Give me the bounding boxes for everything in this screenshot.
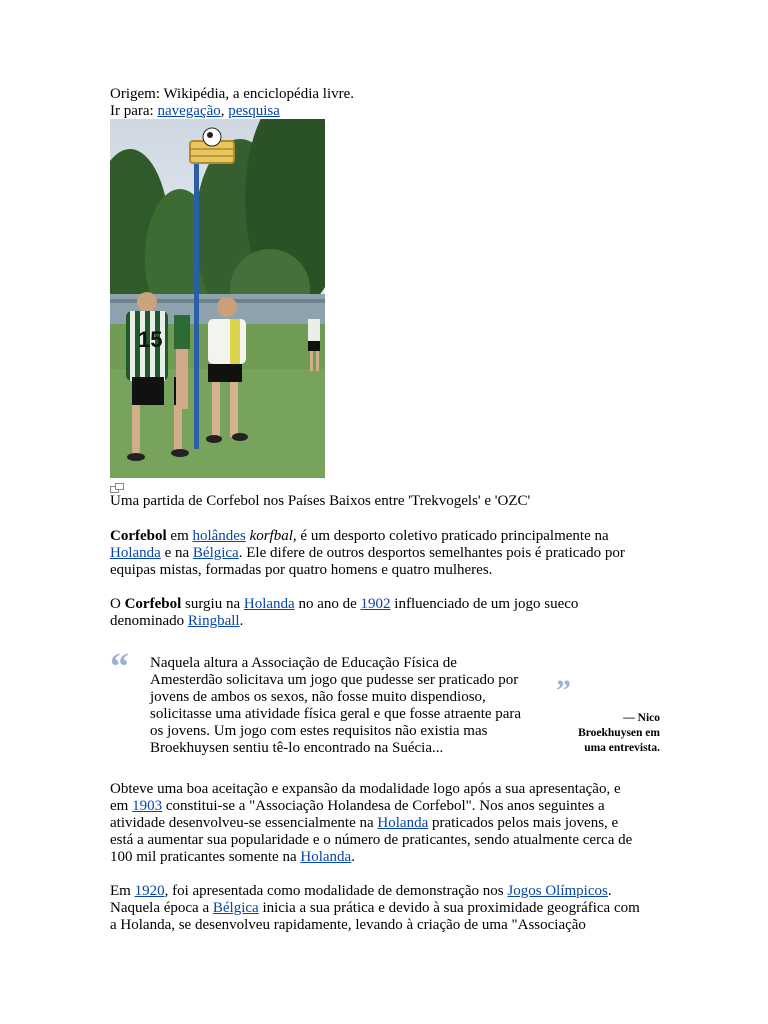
text: O (110, 596, 125, 612)
origin-line-2 (110, 613, 578, 630)
text: . (351, 849, 355, 865)
expansion-line-1: Obteve uma boa aceitação e expansão da modalidade logo após a sua apresentação, e (110, 781, 621, 797)
cite-line: uma entrevista. (584, 742, 660, 754)
text: . (239, 613, 244, 629)
term-corfebol: Corfebol (124, 596, 182, 612)
quote-line: Amesterdão solicitava um jogo que pudesse ser praticado por (150, 672, 519, 688)
text: . (607, 883, 612, 899)
text: atividade desenvolveu-se essencialmente na (110, 815, 378, 831)
cite-line: Broekhuysen em (578, 727, 660, 739)
quote-line: Broekhuysen sentiu tê-lo encontrado na Suécia... (150, 740, 444, 756)
paragraph-origin (110, 596, 578, 630)
term-korfbal: korfbal (249, 528, 293, 544)
link-jogos-olimpicos[interactable]: Jogos Olímpicos (507, 883, 608, 899)
quote-citation (548, 711, 660, 756)
link-1903[interactable]: 1903 (132, 798, 163, 814)
goto-prefix: Ir para: (110, 103, 158, 119)
quote-line: os jovens. Um jogo com estes requisitos não existia mas (150, 723, 488, 739)
quote-line: jovens de ambos os sexos, não fosse muito dispendioso, (150, 689, 486, 705)
link-holanda[interactable]: Holanda (243, 596, 295, 612)
expansion-line-3 (110, 815, 632, 832)
header (110, 86, 354, 120)
enlarge-icon[interactable] (110, 482, 124, 493)
korfball-photo[interactable] (110, 119, 325, 478)
text: denominado (110, 613, 188, 629)
goto-separator: , (220, 103, 229, 119)
text: , é um desporto coletivo praticado principalmente na (292, 528, 609, 544)
link-ringball[interactable]: Ringball (187, 613, 240, 629)
intro-line-3: equipas mistas, formadas por quatro homens e quatro mulheres. (110, 562, 493, 578)
link-1920[interactable]: 1920 (134, 883, 165, 899)
expansion-line-2 (110, 798, 632, 815)
paragraph-expansion (110, 781, 632, 866)
paragraph-olympics (110, 883, 640, 934)
origin-line-1 (110, 596, 578, 613)
blockquote (150, 655, 550, 757)
link-belgica[interactable]: Bélgica (192, 545, 239, 561)
intro-line-2 (110, 545, 625, 562)
link-1902[interactable]: 1902 (360, 596, 391, 612)
text: Em (110, 883, 135, 899)
link-belgica[interactable]: Bélgica (212, 900, 259, 916)
text: surgiu na (181, 596, 244, 612)
text: praticados pelos mais jovens, e (428, 815, 619, 831)
link-holanda[interactable]: Holanda (377, 815, 429, 831)
paragraph-intro (110, 528, 625, 579)
expansion-line-4: está a aumentar sua popularidade e o número de praticantes, sendo atualmente cerca de (110, 832, 633, 848)
link-holandes[interactable]: holândes (192, 528, 246, 544)
olympics-line-3: a Holanda, se desenvolveu rapidamente, levando à criação de uma "Associação (110, 917, 586, 933)
close-quote-icon: ” (556, 674, 571, 707)
text: 100 mil praticantes somente na (110, 849, 301, 865)
navigation-link[interactable]: navegação (157, 103, 221, 119)
term-corfebol: Corfebol (110, 528, 167, 544)
text: no ano de (294, 596, 361, 612)
goto-line (110, 103, 354, 120)
text: . Ele difere de outros desportos semelhantes pois é praticado por (238, 545, 625, 561)
origin-text: Origem: Wikipédia, a enciclopédia livre. (110, 86, 355, 102)
expansion-line-5 (110, 849, 632, 866)
text: em (166, 528, 193, 544)
quote-line: Naquela altura a Associação de Educação Física de (150, 655, 457, 671)
text: Naquela época a (110, 900, 213, 916)
svg-text:15: 15 (138, 327, 163, 352)
quote-line: solicitasse uma atividade física geral e que fosse atraente para (150, 706, 522, 722)
intro-line-1 (110, 528, 625, 545)
link-holanda[interactable]: Holanda (110, 545, 161, 561)
text: constitui-se a "Associação Holandesa de Corfebol". Nos anos seguintes a (162, 798, 605, 814)
text: influenciado de um jogo sueco (390, 596, 579, 612)
open-quote-icon: “ (110, 646, 129, 688)
text: , foi apresentada como modalidade de demonstração nos (164, 883, 508, 899)
text: em (110, 798, 133, 814)
olympics-line-2 (110, 900, 640, 917)
figure-caption: Uma partida de Corfebol nos Países Baixos entre 'Trekvogels' e 'OZC' (110, 493, 531, 509)
olympics-line-1 (110, 883, 640, 900)
link-holanda[interactable]: Holanda (300, 849, 352, 865)
search-link[interactable]: pesquisa (228, 103, 280, 119)
text: inicia a sua prática e devido à sua proximidade geográfica com (258, 900, 640, 916)
cite-line: — Nico (623, 712, 660, 724)
text: e na (160, 545, 193, 561)
